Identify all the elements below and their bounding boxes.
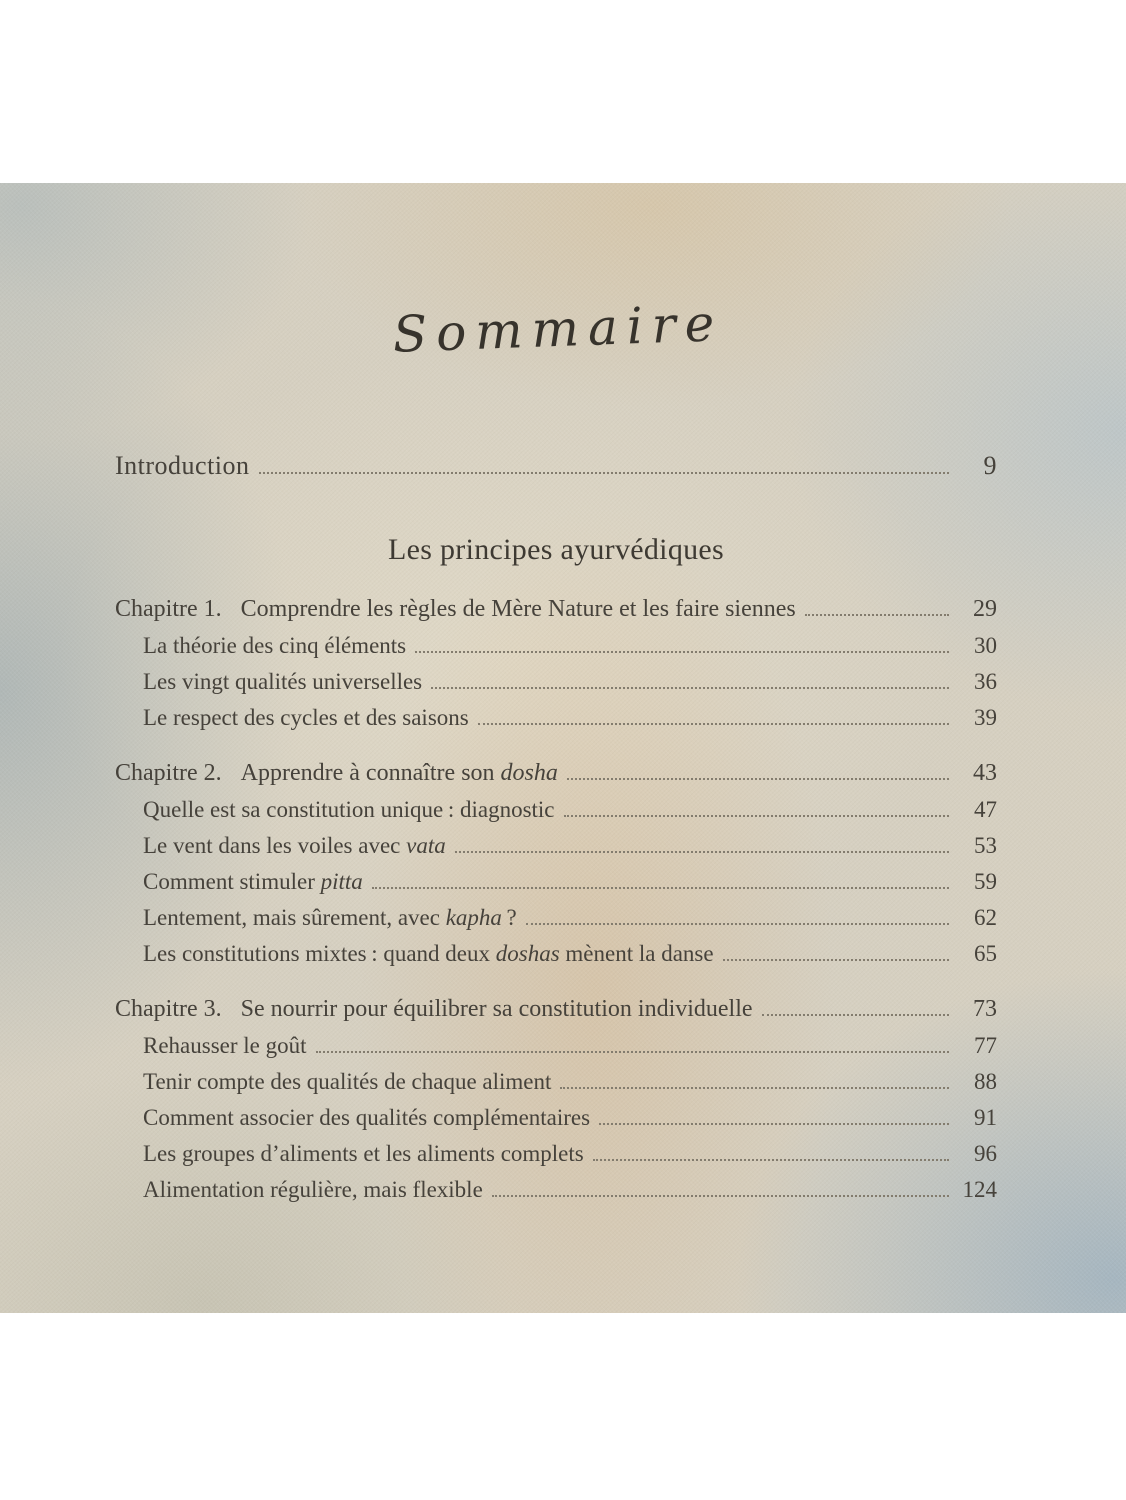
chapter-number: Chapitre 2. xyxy=(115,760,222,786)
toc-entry xyxy=(115,867,997,896)
toc-entry xyxy=(115,631,997,660)
page-number: 36 xyxy=(974,669,997,694)
dot-leader xyxy=(431,687,949,689)
toc-entry-label: Comment associer des qualités complémentaires xyxy=(143,1105,591,1130)
toc-entry-label: Tenir compte des qualités de chaque aliment xyxy=(143,1069,552,1094)
chapter-block-3 xyxy=(115,995,997,1204)
dot-leader xyxy=(526,923,949,925)
dot-leader xyxy=(564,815,949,817)
toc-content xyxy=(0,183,1126,1204)
toc-entry xyxy=(115,1031,997,1060)
chapter-number: Chapitre 3. xyxy=(115,996,222,1022)
toc-entry xyxy=(115,939,997,968)
toc-entry-label: Lentement, mais sûrement, avec kapha ? xyxy=(143,905,517,930)
chapter-number: Chapitre 1. xyxy=(115,596,222,622)
dot-leader xyxy=(762,1014,949,1016)
page-number: 59 xyxy=(974,869,997,894)
chapter-title: Comprendre les règles de Mère Nature et les faire siennes xyxy=(240,596,796,622)
page-number: 30 xyxy=(974,633,997,658)
chapter-title: Se nourrir pour équilibrer sa constitution individuelle xyxy=(240,996,753,1022)
page-number: 77 xyxy=(974,1033,997,1058)
dot-leader xyxy=(723,959,949,961)
dot-leader xyxy=(560,1087,949,1089)
toc-entry-label: Alimentation régulière, mais flexible xyxy=(143,1177,483,1202)
chapter-title: Apprendre à connaître son dosha xyxy=(240,760,558,786)
page-number: 65 xyxy=(974,941,997,966)
dot-leader xyxy=(567,778,949,780)
toc-entry xyxy=(115,1139,997,1168)
toc-entry-label: La théorie des cinq éléments xyxy=(143,633,407,658)
toc-entry xyxy=(115,795,997,824)
dot-leader xyxy=(455,851,949,853)
toc-entry-label xyxy=(115,595,796,624)
page-number: 29 xyxy=(973,596,997,622)
dot-leader xyxy=(415,651,949,653)
toc-entry xyxy=(115,1175,997,1204)
dot-leader xyxy=(593,1159,949,1161)
dot-leader xyxy=(478,723,949,725)
dot-leader xyxy=(316,1051,949,1053)
toc-entry-label: Rehausser le goût xyxy=(143,1033,307,1058)
dot-leader xyxy=(372,887,949,889)
page-number: 39 xyxy=(974,705,997,730)
toc-entry-chapter xyxy=(115,995,997,1024)
dot-leader xyxy=(599,1123,949,1125)
toc-entry-label xyxy=(115,995,753,1024)
toc-entry-label: Le vent dans les voiles avec vata xyxy=(143,833,446,858)
page-number: 47 xyxy=(974,797,997,822)
toc-entry-label: Introduction xyxy=(115,451,250,480)
page-number: 62 xyxy=(974,905,997,930)
book-page xyxy=(0,183,1126,1313)
toc-entry-label: Les constitutions mixtes : quand deux doshas mènent la danse xyxy=(143,941,714,966)
toc-entry-introduction xyxy=(115,451,997,480)
dot-leader xyxy=(259,472,949,474)
toc-entry xyxy=(115,667,997,696)
dot-leader xyxy=(805,614,949,616)
page-number: 9 xyxy=(983,451,997,480)
page-number: 43 xyxy=(973,760,997,786)
page-number: 53 xyxy=(974,833,997,858)
page-number: 91 xyxy=(974,1105,997,1130)
toc-entry-chapter xyxy=(115,595,997,624)
page-title: Sommaire xyxy=(391,294,725,364)
page-number: 88 xyxy=(974,1069,997,1094)
section-heading: Les principes ayurvédiques xyxy=(387,533,725,566)
page-number: 124 xyxy=(962,1177,997,1202)
toc-entry xyxy=(115,1067,997,1096)
toc-entry-chapter xyxy=(115,759,997,788)
toc-entry-label: Les vingt qualités universelles xyxy=(143,669,423,694)
toc-entry xyxy=(115,1103,997,1132)
toc-entry-label: Le respect des cycles et des saisons xyxy=(143,705,469,730)
toc-entry xyxy=(115,831,997,860)
toc-entry xyxy=(115,703,997,732)
chapter-block-2 xyxy=(115,759,997,968)
chapter-block-1 xyxy=(115,595,997,732)
toc-entry-label xyxy=(115,759,558,788)
toc-entry-label: Quelle est sa constitution unique : diagnostic xyxy=(143,797,555,822)
toc-entry-label: Les groupes d’aliments et les aliments complets xyxy=(143,1141,584,1166)
toc-entry xyxy=(115,903,997,932)
dot-leader xyxy=(492,1195,949,1197)
page-number: 73 xyxy=(973,996,997,1022)
page-number: 96 xyxy=(974,1141,997,1166)
toc-entry-label: Comment stimuler pitta xyxy=(143,869,363,894)
